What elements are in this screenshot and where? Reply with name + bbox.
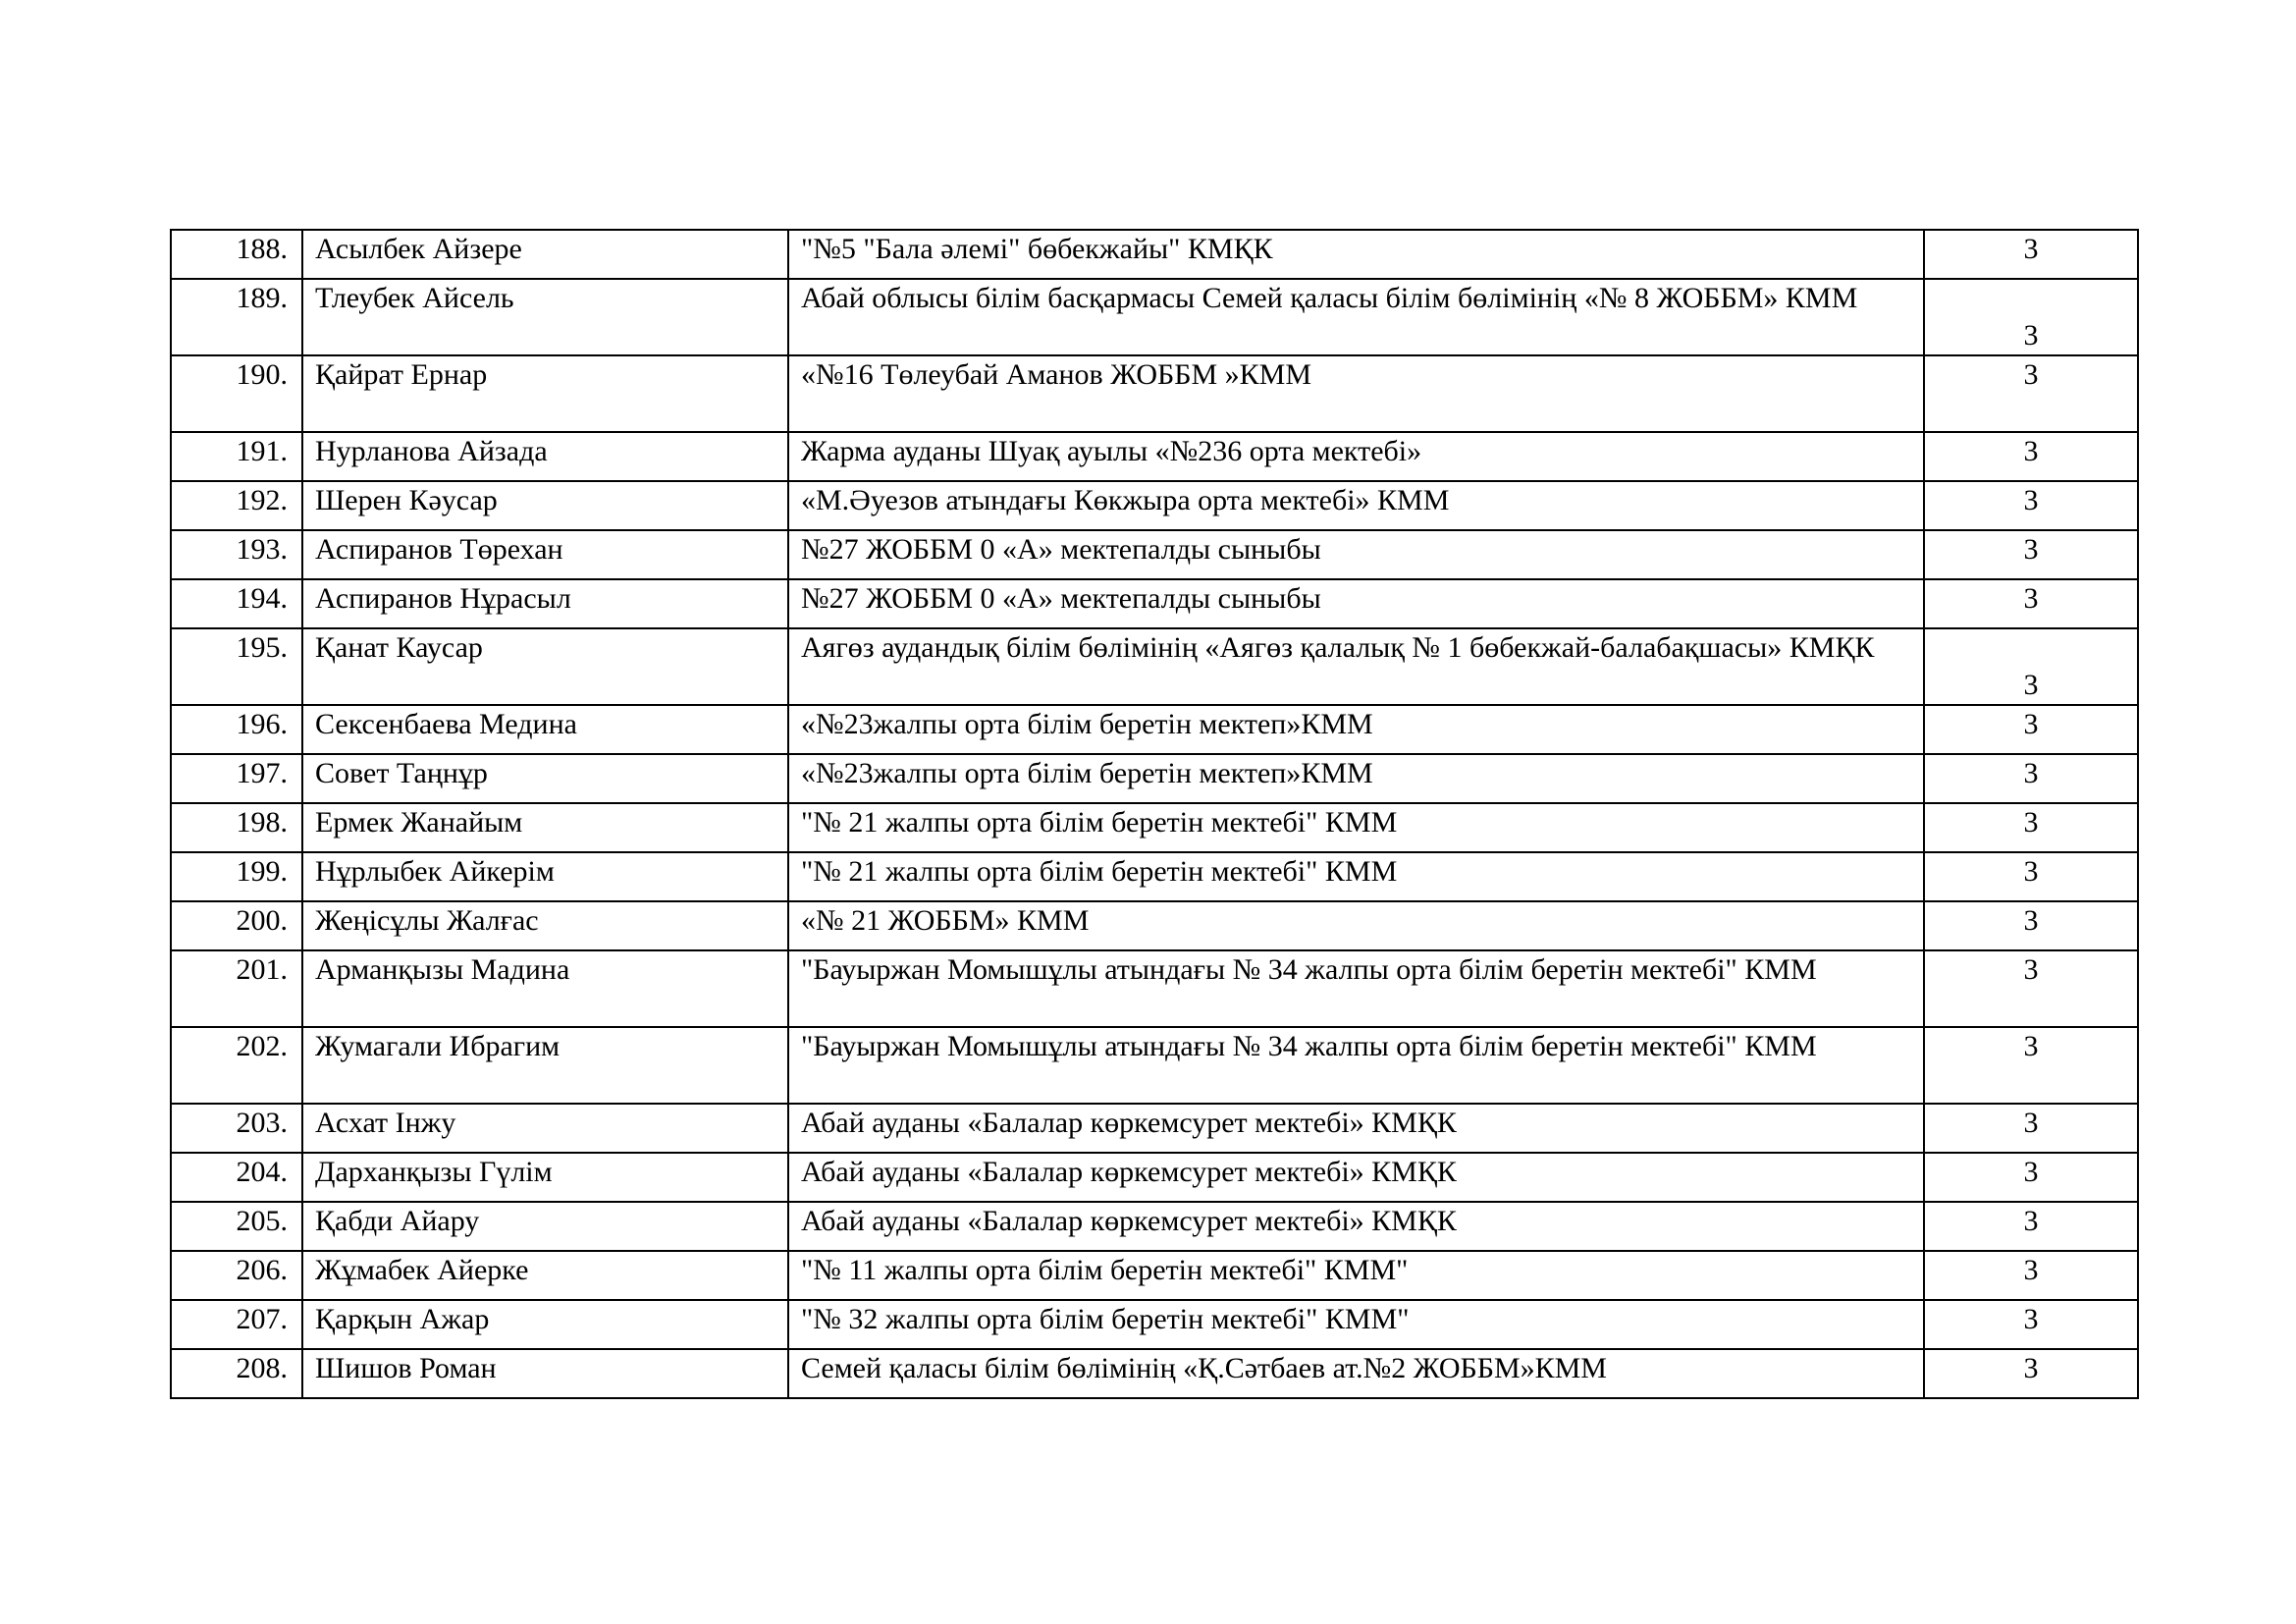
organization-name: "№ 21 жалпы орта білім беретін мектебі" КММ [788, 852, 1924, 901]
participant-name: Қанат Каусар [302, 628, 788, 705]
row-number: 188. [171, 230, 302, 279]
results-table [170, 229, 2139, 1399]
table-row [171, 852, 2138, 901]
participant-name: Ермек Жанайым [302, 803, 788, 852]
table-row [171, 628, 2138, 705]
participant-name: Нурланова Айзада [302, 432, 788, 481]
organization-name: Абай ауданы «Балалар көркемсурет мектебі» КМҚК [788, 1104, 1924, 1153]
table-row [171, 1300, 2138, 1349]
organization-name: «М.Әуезов атындағы Көкжыра орта мектебі» КММ [788, 481, 1924, 530]
table-row [171, 1153, 2138, 1202]
table-row [171, 355, 2138, 432]
table-row [171, 1349, 2138, 1398]
organization-name: «№23жалпы орта білім беретін мектеп»КММ [788, 754, 1924, 803]
organization-name: "№ 11 жалпы орта білім беретін мектебі" КММ" [788, 1251, 1924, 1300]
score-value: 3 [1924, 754, 2138, 803]
row-number: 192. [171, 481, 302, 530]
row-number: 206. [171, 1251, 302, 1300]
organization-name: "Бауыржан Момышұлы атындағы № 34 жалпы орта білім беретін мектебі" КММ [788, 1027, 1924, 1104]
table-row [171, 754, 2138, 803]
table-row [171, 705, 2138, 754]
organization-name: Абай ауданы «Балалар көркемсурет мектебі» КМҚК [788, 1153, 1924, 1202]
table-row [171, 432, 2138, 481]
row-number: 195. [171, 628, 302, 705]
participant-name: Совет Таңнұр [302, 754, 788, 803]
score-value: 3 [1924, 1104, 2138, 1153]
score-value: 3 [1924, 1349, 2138, 1398]
row-number: 196. [171, 705, 302, 754]
table-row [171, 1251, 2138, 1300]
score-value: 3 [1924, 1202, 2138, 1251]
row-number: 189. [171, 279, 302, 355]
score-value: 3 [1924, 530, 2138, 579]
row-number: 193. [171, 530, 302, 579]
table-row [171, 950, 2138, 1027]
organization-name: "№5 "Бала әлемі" бөбекжайы" КМҚК [788, 230, 1924, 279]
organization-name: №27 ЖОББМ 0 «А» мектепалды сыныбы [788, 530, 1924, 579]
row-number: 190. [171, 355, 302, 432]
score-value: 3 [1924, 1153, 2138, 1202]
table-row [171, 279, 2138, 355]
score-value: 3 [1924, 950, 2138, 1027]
participant-name: Шерен Кәусар [302, 481, 788, 530]
participant-name: Асылбек Айзере [302, 230, 788, 279]
score-value: 3 [1924, 481, 2138, 530]
participant-name: Жумагали Ибрагим [302, 1027, 788, 1104]
score-value: 3 [1924, 432, 2138, 481]
participant-name: Қайрат Ернар [302, 355, 788, 432]
participant-name: Дарханқызы Гүлім [302, 1153, 788, 1202]
organization-name: "№ 32 жалпы орта білім беретін мектебі" КММ" [788, 1300, 1924, 1349]
score-value: 3 [1924, 1251, 2138, 1300]
participant-name: Жеңісұлы Жалғас [302, 901, 788, 950]
participant-name: Сексенбаева Медина [302, 705, 788, 754]
organization-name: «№ 21 ЖОББМ» КММ [788, 901, 1924, 950]
participant-name: Аспиранов Нұрасыл [302, 579, 788, 628]
table-row [171, 230, 2138, 279]
row-number: 204. [171, 1153, 302, 1202]
table-row [171, 803, 2138, 852]
score-value: 3 [1924, 1300, 2138, 1349]
table-row [171, 481, 2138, 530]
organization-name: Абай облысы білім басқармасы Семей қаласы білім бөлімінің «№ 8 ЖОББМ» КММ [788, 279, 1924, 355]
participant-name: Жұмабек Айерке [302, 1251, 788, 1300]
row-number: 197. [171, 754, 302, 803]
score-value: 3 [1924, 355, 2138, 432]
row-number: 205. [171, 1202, 302, 1251]
organization-name: "№ 21 жалпы орта білім беретін мектебі" КММ [788, 803, 1924, 852]
score-value: 3 [1924, 1027, 2138, 1104]
participant-name: Нұрлыбек Айкерім [302, 852, 788, 901]
organization-name: Абай ауданы «Балалар көркемсурет мектебі» КМҚК [788, 1202, 1924, 1251]
results-table-body [171, 230, 2138, 1398]
organization-name: «№23жалпы орта білім беретін мектеп»КММ [788, 705, 1924, 754]
table-row [171, 901, 2138, 950]
score-value: 3 [1924, 279, 2138, 355]
row-number: 194. [171, 579, 302, 628]
organization-name: Семей қаласы білім бөлімінің «Қ.Сәтбаев ат.№2 ЖОББМ»КММ [788, 1349, 1924, 1398]
table-row [171, 530, 2138, 579]
row-number: 202. [171, 1027, 302, 1104]
score-value: 3 [1924, 803, 2138, 852]
row-number: 198. [171, 803, 302, 852]
row-number: 200. [171, 901, 302, 950]
score-value: 3 [1924, 852, 2138, 901]
organization-name: Аягөз аудандық білім бөлімінің «Аягөз қалалық № 1 бөбекжай-балабақшасы» КМҚК [788, 628, 1924, 705]
row-number: 208. [171, 1349, 302, 1398]
row-number: 191. [171, 432, 302, 481]
participant-name: Шишов Роман [302, 1349, 788, 1398]
table-row [171, 1202, 2138, 1251]
row-number: 201. [171, 950, 302, 1027]
participant-name: Арманқызы Мадина [302, 950, 788, 1027]
participant-name: Қабди Айару [302, 1202, 788, 1251]
table-row [171, 1027, 2138, 1104]
organization-name: "Бауыржан Момышұлы атындағы № 34 жалпы орта білім беретін мектебі" КММ [788, 950, 1924, 1027]
participant-name: Қарқын Ажар [302, 1300, 788, 1349]
participant-name: Аспиранов Төрехан [302, 530, 788, 579]
row-number: 207. [171, 1300, 302, 1349]
organization-name: Жарма ауданы Шуақ ауылы «№236 орта мектебі» [788, 432, 1924, 481]
score-value: 3 [1924, 579, 2138, 628]
table-row [171, 1104, 2138, 1153]
organization-name: №27 ЖОББМ 0 «А» мектепалды сыныбы [788, 579, 1924, 628]
table-row [171, 579, 2138, 628]
score-value: 3 [1924, 901, 2138, 950]
row-number: 199. [171, 852, 302, 901]
score-value: 3 [1924, 705, 2138, 754]
score-value: 3 [1924, 230, 2138, 279]
row-number: 203. [171, 1104, 302, 1153]
participant-name: Асхат Інжу [302, 1104, 788, 1153]
organization-name: «№16 Төлеубай Аманов ЖОББМ »КММ [788, 355, 1924, 432]
participant-name: Тлеубек Айсель [302, 279, 788, 355]
score-value: 3 [1924, 628, 2138, 705]
